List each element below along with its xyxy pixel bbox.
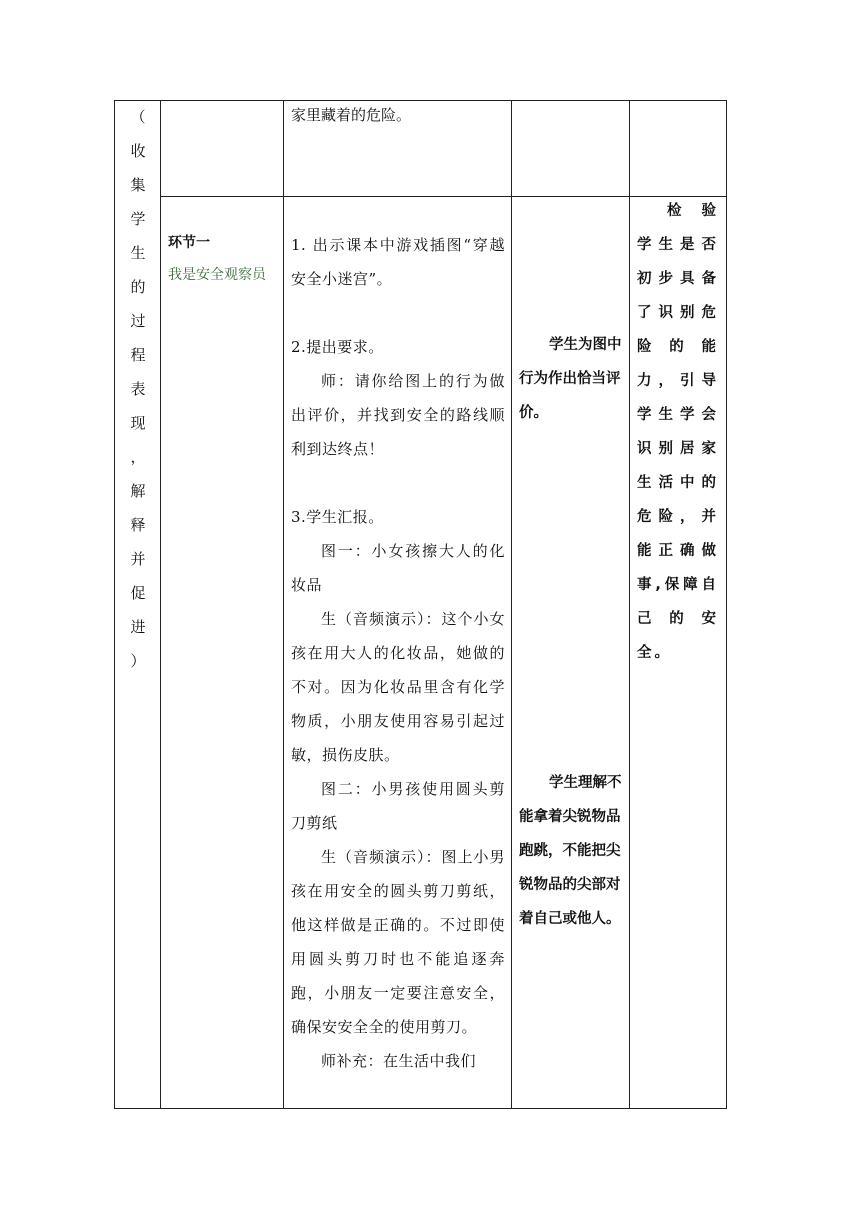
column-divider-4: [629, 100, 630, 1109]
vertical-char: 过: [130, 312, 146, 330]
content-item-4: 3.学生汇报。: [291, 508, 384, 526]
content-item-9: 师补充：在生活中我们: [321, 1052, 477, 1070]
table-right-border: [726, 100, 727, 1109]
vertical-char: （: [130, 108, 146, 126]
stage-label-vertical: [116, 100, 160, 678]
vertical-char: 学: [130, 210, 146, 228]
stage-title: 环节一: [168, 235, 210, 251]
content-item-1: 1. 出示课本中游戏插图“穿越安全小迷宫”。: [291, 236, 505, 288]
content-item-3: 师：请你给图上的行为做出评价，并找到安全的路线顺利到达终点！: [291, 372, 505, 458]
column-divider-2: [283, 100, 284, 1109]
vertical-char: 现: [130, 414, 146, 432]
vertical-char: 并: [130, 550, 146, 568]
content-item-7: 图二：小男孩使用圆头剪刀剪纸: [291, 780, 505, 832]
vertical-char: 生: [130, 244, 146, 262]
vertical-char: ，: [130, 448, 146, 466]
content-item-8: 生（音频演示）：图上小男孩在用安全的圆头剪刀剪纸，他这样做是正确的。不过即使用圆头剪刀时也不能追逐奔跑，小朋友一定要注意安全，确保安安全全的使用剪刀。: [291, 848, 505, 1036]
student-activity-cell-1: [519, 328, 623, 430]
content-blank-2: [291, 466, 505, 500]
content-item-5: 图一：小女孩擦大人的化妆品: [291, 542, 505, 594]
row0-text: 家里藏着的危险。: [291, 106, 412, 124]
row0-content: [291, 98, 505, 132]
content-blank-1: [291, 296, 505, 330]
content-item-2: 2.提出要求。: [291, 338, 384, 356]
vertical-char: 集: [130, 176, 146, 194]
vertical-char: 表: [130, 380, 146, 398]
column-divider-1: [160, 100, 161, 1109]
teaching-content-cell: [291, 228, 505, 1078]
stage-subtitle: 我是安全观察员: [168, 267, 266, 283]
vertical-char: 解: [130, 482, 146, 500]
column-divider-3: [511, 100, 512, 1109]
vertical-char: 收: [130, 142, 146, 160]
table-left-border: [114, 100, 115, 1109]
design-intent-text: 检验学生是否初步具备了识别危险的能力，引导学生学会识别居家生活中的危险，并能正确做事,保障自己的安全。: [637, 203, 719, 661]
table-bottom-border: [114, 1108, 727, 1109]
vertical-char: 的: [130, 278, 146, 296]
student-activity-2: 学生理解不能拿着尖锐物品跑跳，不能把尖锐物品的尖部对着自己或他人。: [519, 775, 622, 927]
vertical-char: 促: [130, 584, 146, 602]
vertical-char: ）: [130, 652, 146, 670]
student-activity-cell-2: [519, 766, 623, 936]
stage-cell: [168, 226, 280, 290]
vertical-char: 释: [130, 516, 146, 534]
design-intent-cell: [637, 194, 719, 670]
vertical-char: 进: [130, 618, 146, 636]
vertical-char: 程: [130, 346, 146, 364]
student-activity-1: 学生为图中行为作出恰当评价。: [519, 337, 622, 421]
content-item-6: 生（音频演示）：这个小女孩在用大人的化妆品，她做的不对。因为化妆品里含有化学物质，小朋友使用容易引起过敏，损伤皮肤。: [291, 610, 505, 764]
